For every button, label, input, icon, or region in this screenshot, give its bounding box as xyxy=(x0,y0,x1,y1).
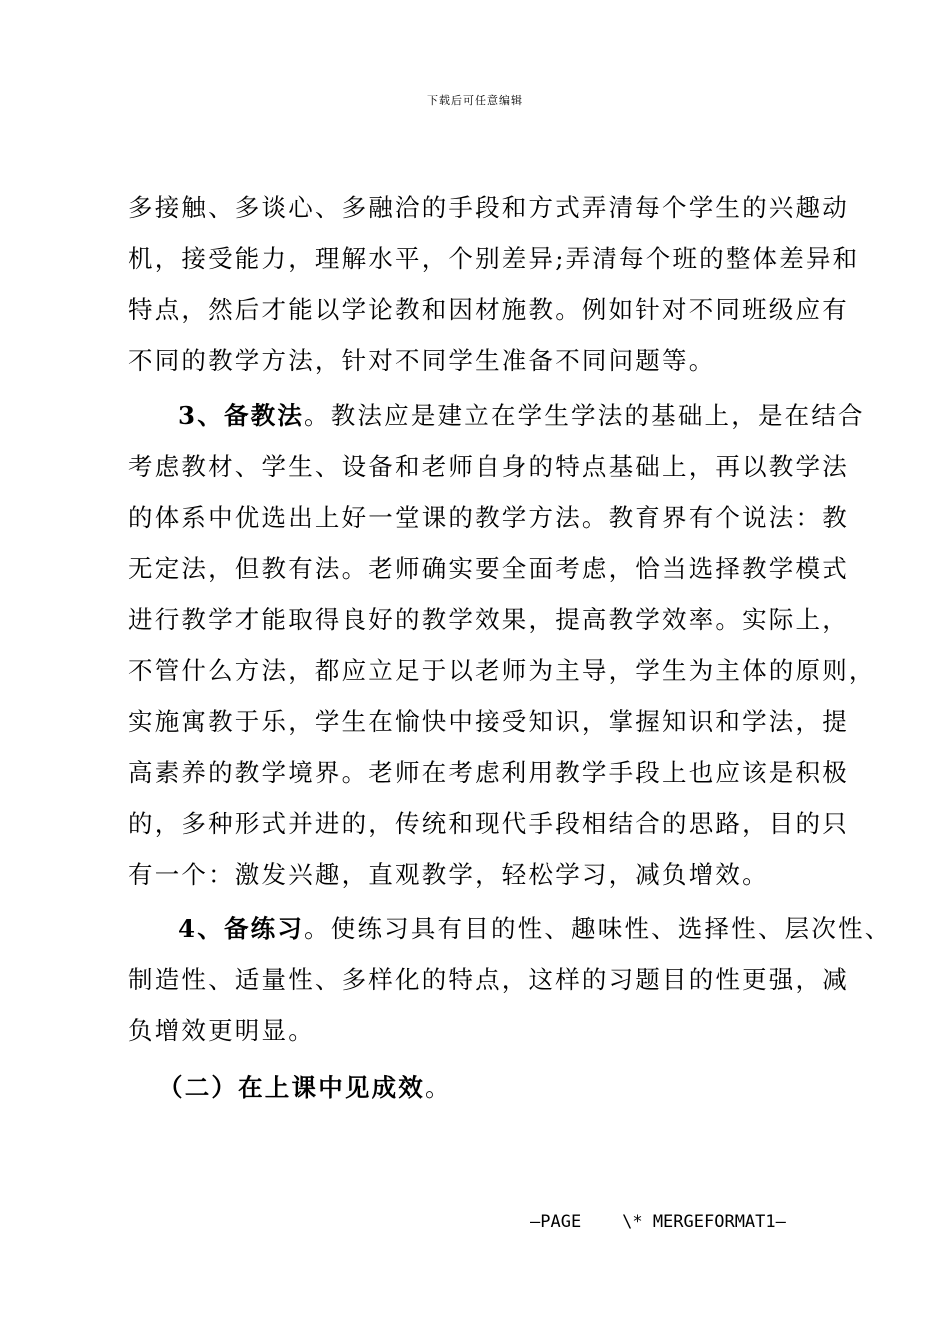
text-line: 负增效更明显。 xyxy=(128,1016,315,1045)
text-line: 不同的教学方法，针对不同学生准备不同问题等。 xyxy=(128,346,716,375)
text-line: 高素养的教学境界。老师在考虑利用教学手段上也应该是积极 xyxy=(128,758,849,787)
text-line: 制造性、适量性、多样化的特点，这样的习题目的性更强，减 xyxy=(128,965,849,994)
text-line: 机，接受能力，理解水平，个别差异;弄清每个班的整体差异和 xyxy=(128,244,860,273)
text-line: 的体系中优选出上好一堂课的教学方法。教育界有个说法：教 xyxy=(128,503,849,532)
page-footer: —PAGE \* MERGEFORMAT1— xyxy=(530,1212,786,1232)
paragraph-exercises xyxy=(128,903,892,1056)
page-header: 下载后可任意编辑 xyxy=(427,94,523,107)
paragraph-student-understanding xyxy=(128,182,860,386)
section-heading-teaching-methods: 3、备教法 xyxy=(178,401,305,430)
text-line: 特点，然后才能以学论教和因材施教。例如针对不同班级应有 xyxy=(128,295,849,324)
text-run: 。使练习具有目的性、趣味性、选择性、层次性、 xyxy=(304,914,892,943)
paragraph-in-class xyxy=(128,1062,848,1113)
text-line: 多接触、多谈心、多融洽的手段和方式弄清每个学生的兴趣动 xyxy=(128,193,849,222)
paragraph-teaching-methods xyxy=(128,390,876,900)
text-line: 进行教学才能取得良好的教学效果，提高教学效率。实际上， xyxy=(128,605,849,634)
text-run: 。教法应是建立在学生学法的基础上，是在结合 xyxy=(304,401,865,430)
section-heading-in-class: （二）在上课中见成效 xyxy=(158,1073,425,1102)
text-line: 无定法，但教有法。老师确实要全面考虑，恰当选择教学模式 xyxy=(128,554,849,583)
text-line: 不管什么方法，都应立足于以老师为主导，学生为主体的原则， xyxy=(128,656,876,685)
section-heading-exercises: 4、备练习 xyxy=(178,914,305,943)
text-line xyxy=(128,903,892,954)
text-run: 。 xyxy=(425,1073,452,1102)
text-line: 的，多种形式并进的，传统和现代手段相结合的思路，目的只 xyxy=(128,809,849,838)
text-line xyxy=(128,390,865,441)
text-line: 有一个：激发兴趣，直观教学，轻松学习，减负增效。 xyxy=(128,860,769,889)
text-line xyxy=(128,1062,848,1113)
text-line: 实施寓教于乐，学生在愉快中接受知识，掌握知识和学法，提 xyxy=(128,707,849,736)
text-line: 考虑教材、学生、设备和老师自身的特点基础上，再以教学法 xyxy=(128,452,849,481)
